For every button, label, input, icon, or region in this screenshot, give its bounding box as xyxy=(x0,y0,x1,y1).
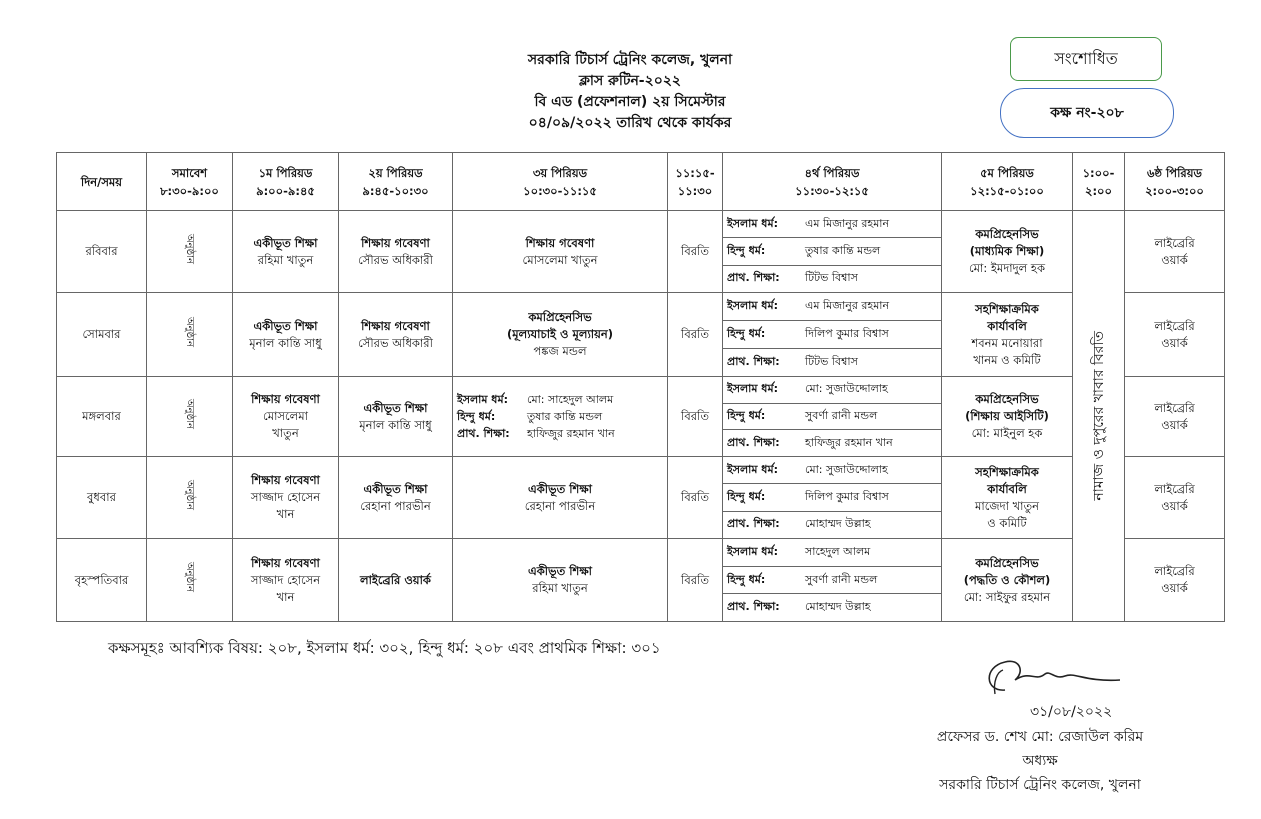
religion-line-islam xyxy=(453,391,667,408)
library-label-1: লাইব্রেরি xyxy=(1154,235,1195,250)
column-header-line1: ৩য় পিরিয়ড xyxy=(532,165,588,180)
column-header-line1: ১ম পিরিয়ড xyxy=(258,165,313,180)
library-label-1: লাইব্রেরি xyxy=(1154,400,1195,415)
religion-label: প্রাথ. শিক্ষা: xyxy=(727,517,780,531)
column-header-line2: ১১:৩০ xyxy=(677,183,713,198)
subject-title: শিক্ষায় গবেষণা xyxy=(251,555,320,570)
subject-title: একীভূত শিক্ষা xyxy=(363,481,428,496)
library-label-2: ওয়ার্ক xyxy=(1161,498,1188,513)
assembly-label: অনুষ্ঠান xyxy=(184,562,195,593)
room-badge: কক্ষ নং-২০৮ xyxy=(1000,88,1174,138)
period-cell-p3 xyxy=(453,539,668,622)
religion-row-primary xyxy=(723,512,941,538)
teacher-name: মো: ইমদাদুল হক xyxy=(968,261,1045,275)
column-header xyxy=(339,153,453,211)
column-header-line2: ১২:১৫-০১:০০ xyxy=(970,183,1044,198)
period-cell-p4 xyxy=(723,377,942,457)
column-header-line1: সমাবেশ xyxy=(171,165,208,180)
teacher-name: মৃনাল কান্তি সাধু xyxy=(359,417,432,432)
column-header-line2: ৮:৩০-৯:০০ xyxy=(160,183,219,198)
religion-row-hindu xyxy=(723,404,941,431)
period-cell-p5 xyxy=(942,457,1073,539)
teacher-name: মো: মাইনুল হক xyxy=(971,426,1043,440)
subject-subtitle: (শিক্ষায় আইসিটি) xyxy=(965,409,1049,423)
column-header-line2: ২:০০-৩:০০ xyxy=(1145,183,1204,198)
period-cell-p4 xyxy=(723,211,942,293)
room-note: কক্ষসমূহঃ আবশ্যিক বিষয়: ২০৮, ইসলাম ধর্ম: ৩০২, হিন্দু ধর্ম: ২০৮ এবং প্রাথমিক শিক্ষা: ৩০১ xyxy=(108,639,661,657)
table-row xyxy=(57,377,1225,457)
column-header xyxy=(1125,153,1225,211)
header-row xyxy=(57,153,1225,211)
religion-row-islam xyxy=(723,293,941,321)
religion-label: ইসলাম ধর্ম: xyxy=(727,544,778,558)
teacher-name-cont: খাতুন xyxy=(272,426,299,440)
teacher-name: সৌরভ অধিকারী xyxy=(358,335,433,350)
subject-title: শিক্ষায় গবেষণা xyxy=(361,235,430,250)
religion-teacher: মোহাম্মদ উল্লাহ xyxy=(805,600,871,614)
religion-label: হিন্দু ধর্ম: xyxy=(457,410,496,423)
teacher-name: সৌরভ অধিকারী xyxy=(358,252,433,267)
religion-teacher: সাহেদুল আলম xyxy=(805,544,871,558)
period-cell-p3 xyxy=(453,457,668,539)
religion-row-hindu xyxy=(723,238,941,265)
religion-label: ইসলাম ধর্ম: xyxy=(727,299,778,312)
religion-subtable xyxy=(723,211,941,292)
effective-date: ০৪/০৯/২০২২ তারিখ থেকে কার্যকর xyxy=(528,115,732,131)
religion-teacher: হাফিজুর রহমান খান xyxy=(527,427,615,440)
assembly-cell xyxy=(147,457,233,539)
religion-label: প্রাথ. শিক্ষা: xyxy=(727,355,780,368)
break-label: বিরতি xyxy=(681,327,709,341)
library-cell xyxy=(1125,457,1225,539)
column-header-line1: ৬ষ্ঠ পিরিয়ড xyxy=(1147,165,1202,180)
subject-subtitle: (পদ্ধতি ও কৌশল) xyxy=(963,572,1051,587)
program-semester: বি এড (প্রফেশনাল) ২য় সিমেস্টার xyxy=(534,94,726,110)
library-label-2: ওয়ার্ক xyxy=(1161,252,1188,267)
teacher-name: রেহানা পারভীন xyxy=(524,498,596,513)
religion-row-islam xyxy=(723,377,941,404)
religion-row-primary xyxy=(723,594,941,621)
table-row xyxy=(57,457,1225,539)
revised-badge: সংশোধিত xyxy=(1010,37,1162,81)
subject-title: শিক্ষায় গবেষণা xyxy=(251,392,320,406)
assembly-label: অনুষ্ঠান xyxy=(184,398,195,429)
period-cell-p5 xyxy=(942,377,1073,457)
subject-subtitle: (মূল্যযাচাই ও মূল্যায়ন) xyxy=(506,327,614,341)
subject-title: সহশিক্ষাক্রমিক xyxy=(975,301,1039,316)
religion-row-islam xyxy=(723,539,941,567)
signature-image xyxy=(975,652,1125,702)
period-cell-p1 xyxy=(233,457,339,539)
library-label-1: লাইব্রেরি xyxy=(1154,481,1195,496)
teacher-name: শবনম মনোয়ারা xyxy=(971,335,1043,350)
teacher-name: সাজ্জাদ হোসেন xyxy=(250,490,321,504)
religion-teacher: হাফিজুর রহমান খান xyxy=(805,435,893,449)
library-label-2: ওয়ার্ক xyxy=(1161,581,1188,595)
religion-teacher: দিলিপ কুমার বিশ্বাস xyxy=(805,327,889,340)
religion-row-islam xyxy=(723,457,941,484)
period-cell-p5 xyxy=(942,211,1073,293)
religion-label: ইসলাম ধর্ম: xyxy=(457,393,508,406)
library-cell xyxy=(1125,377,1225,457)
column-header-line2: ৯:৪৫-১০:৩০ xyxy=(362,183,429,198)
subject-title: কমপ্রিহেনসিভ xyxy=(528,310,592,324)
day-cell xyxy=(57,211,147,293)
subject-title: একীভূত শিক্ষা xyxy=(527,564,593,578)
teacher-name: মাজেদা খাতুন xyxy=(974,498,1040,513)
religion-row-hindu xyxy=(723,567,941,595)
period-cell-p1 xyxy=(233,293,339,377)
column-header-line2: ১০:৩০-১১:১৫ xyxy=(523,183,597,198)
teacher-name: রহিমা খাতুন xyxy=(532,581,588,595)
religion-row-islam xyxy=(723,211,941,238)
religion-label: প্রাথ. শিক্ষা: xyxy=(727,271,780,285)
assembly-label: অনুষ্ঠান xyxy=(184,233,195,264)
column-header xyxy=(233,153,339,211)
lunch-break-label: নামাজ ও দুপুরের খাবার বিরতি xyxy=(1090,331,1107,501)
religion-teacher: এম মিজানুর রহমান xyxy=(805,299,890,312)
day-name: বৃহস্পতিবার xyxy=(74,572,129,587)
signer-name: প্রফেসর ড. শেখ মো: রেজাউল করিম xyxy=(936,729,1144,745)
period-cell-p1 xyxy=(233,211,339,293)
routine-title: ক্লাস রুটিন-২০২২ xyxy=(578,73,682,89)
period-cell-p2 xyxy=(339,211,453,293)
religion-teacher: মো: সুজাউদ্দোলাহ xyxy=(805,462,888,476)
table-row xyxy=(57,539,1225,622)
column-header xyxy=(723,153,942,211)
college-name: সরকারি টিচার্স ট্রেনিং কলেজ, খুলনা xyxy=(527,52,733,68)
break-cell xyxy=(668,377,723,457)
subject-subtitle: কার্যাবলি xyxy=(987,318,1027,333)
religion-label: প্রাথ. শিক্ষা: xyxy=(727,600,780,614)
break-label: বিরতি xyxy=(681,409,709,423)
column-header xyxy=(942,153,1073,211)
religion-row-primary xyxy=(723,430,941,456)
teacher-name-cont: ও কমিটি xyxy=(987,515,1027,530)
religion-line-hindu xyxy=(453,408,667,425)
religion-lines xyxy=(453,391,667,442)
subject-title: শিক্ষায় গবেষণা xyxy=(251,473,320,487)
column-header xyxy=(1073,153,1125,211)
religion-teacher: মো: সুজাউদ্দোলাহ xyxy=(805,382,888,396)
signer-block xyxy=(910,725,1170,797)
day-cell xyxy=(57,457,147,539)
day-name: মঙ্গলবার xyxy=(82,409,121,423)
table-row xyxy=(57,211,1225,293)
subject-title: শিক্ষায় গবেষণা xyxy=(361,318,430,333)
break-cell xyxy=(668,293,723,377)
religion-label: হিন্দু ধর্ম: xyxy=(727,409,766,422)
religion-line-primary xyxy=(453,425,667,442)
routine-table xyxy=(56,152,1225,622)
library-cell xyxy=(1125,211,1225,293)
religion-teacher: সুবর্ণা রানী মন্ডল xyxy=(805,409,878,422)
column-header-line2: ৯:০০-৯:৪৫ xyxy=(256,183,315,198)
day-cell xyxy=(57,293,147,377)
period-cell-p4 xyxy=(723,293,942,377)
period-cell-p1 xyxy=(233,539,339,622)
library-cell xyxy=(1125,293,1225,377)
teacher-name: রহিমা খাতুন xyxy=(257,252,314,267)
religion-label: প্রাথ. শিক্ষা: xyxy=(457,427,510,440)
period-cell-p5 xyxy=(942,293,1073,377)
assembly-label: অনুষ্ঠান xyxy=(184,479,195,510)
column-header-line2: ২:০০ xyxy=(1084,183,1113,198)
teacher-name: মৃনাল কান্তি সাধু xyxy=(249,335,322,350)
subject-title: সহশিক্ষাক্রমিক xyxy=(975,464,1039,479)
signer-title: অধ্যক্ষ xyxy=(1022,753,1058,769)
religion-label: হিন্দু ধর্ম: xyxy=(727,327,766,340)
religion-row-hindu xyxy=(723,321,941,349)
table-row xyxy=(57,293,1225,377)
religion-label: হিন্দু ধর্ম: xyxy=(727,489,766,503)
library-label-1: লাইব্রেরি xyxy=(1154,318,1195,333)
religion-teacher: টিটভ বিশ্বাস xyxy=(805,355,858,368)
break-cell xyxy=(668,211,723,293)
religion-subtable xyxy=(723,377,941,456)
subject-title: কমপ্রিহেনসিভ xyxy=(975,555,1039,570)
day-name: সোমবার xyxy=(82,327,121,341)
religion-label: হিন্দু ধর্ম: xyxy=(727,572,766,586)
religion-teacher: মোহাম্মদ উল্লাহ xyxy=(805,517,871,531)
column-header-line1: ১:০০- xyxy=(1082,165,1115,180)
break-label: বিরতি xyxy=(681,572,709,587)
subject-title: একীভূত শিক্ষা xyxy=(363,400,428,415)
break-label: বিরতি xyxy=(681,490,709,504)
period-cell-p3 xyxy=(453,293,668,377)
signature-date: ৩১/০৮/২০২২ xyxy=(1030,704,1113,720)
teacher-name-cont: খান xyxy=(276,507,295,521)
column-header-line1: ৪র্থ পিরিয়ড xyxy=(804,165,860,180)
subject-title: কমপ্রিহেনসিভ xyxy=(975,227,1039,241)
column-header-line1: ৫ম পিরিয়ড xyxy=(980,165,1034,180)
assembly-cell xyxy=(147,377,233,457)
library-label-2: ওয়ার্ক xyxy=(1161,335,1188,350)
period-cell-p1 xyxy=(233,377,339,457)
religion-teacher: দিলিপ কুমার বিশ্বাস xyxy=(805,489,889,503)
religion-row-primary xyxy=(723,349,941,376)
column-header-line1: দিন/সময় xyxy=(80,174,123,189)
subject-title: একীভূত শিক্ষা xyxy=(527,481,593,496)
library-label-1: লাইব্রেরি xyxy=(1154,564,1195,578)
library-label-2: ওয়ার্ক xyxy=(1161,417,1188,432)
assembly-cell xyxy=(147,293,233,377)
religion-subtable xyxy=(723,457,941,538)
religion-label: হিন্দু ধর্ম: xyxy=(727,243,766,257)
signer-org: সরকারি টিচার্স ট্রেনিং কলেজ, খুলনা xyxy=(939,777,1141,793)
period-cell-p2 xyxy=(339,293,453,377)
break-label: বিরতি xyxy=(681,244,709,258)
break-cell xyxy=(668,457,723,539)
subject-title: একীভূত শিক্ষা xyxy=(253,235,318,250)
religion-subtable xyxy=(723,539,941,621)
period-cell-p2 xyxy=(339,377,453,457)
day-name: বুধবার xyxy=(87,490,116,504)
religion-teacher: টিটভ বিশ্বাস xyxy=(805,271,858,285)
column-header-line1: ২য় পিরিয়ড xyxy=(368,165,423,180)
subject-subtitle: (মাধ্যমিক শিক্ষা) xyxy=(969,244,1045,258)
religion-row-hindu xyxy=(723,484,941,511)
teacher-name-cont: খান xyxy=(276,589,295,604)
document-header xyxy=(380,50,880,134)
assembly-cell xyxy=(147,211,233,293)
column-header xyxy=(57,153,147,211)
column-header xyxy=(147,153,233,211)
subject-title: কমপ্রিহেনসিভ xyxy=(975,392,1039,406)
teacher-name: রেহানা পারভীন xyxy=(360,498,431,513)
column-header-line2: ১১:৩০-১২:১৫ xyxy=(795,183,869,198)
assembly-label: অনুষ্ঠান xyxy=(184,316,195,347)
period-cell-p3 xyxy=(453,377,668,457)
lunch-break-cell xyxy=(1073,211,1125,622)
subject-title: শিক্ষায় গবেষণা xyxy=(525,235,595,250)
religion-label: ইসলাম ধর্ম: xyxy=(727,216,778,230)
subject-title: একীভূত শিক্ষা xyxy=(253,318,318,333)
day-cell xyxy=(57,377,147,457)
period-cell-p2 xyxy=(339,457,453,539)
period-cell-p5 xyxy=(942,539,1073,622)
period-cell-p4 xyxy=(723,457,942,539)
library-cell xyxy=(1125,539,1225,622)
teacher-name: মোসলেমা xyxy=(263,409,308,423)
teacher-name: মোসলেমা খাতুন xyxy=(522,252,598,267)
religion-subtable xyxy=(723,293,941,376)
religion-teacher: তুষার কান্তি মন্ডল xyxy=(805,243,881,257)
subject-subtitle: কার্যাবলি xyxy=(987,481,1027,496)
column-header xyxy=(668,153,723,211)
religion-teacher: এম মিজানুর রহমান xyxy=(805,216,890,230)
day-name: রবিবার xyxy=(85,244,118,258)
teacher-name: মো: সাইফুর রহমান xyxy=(963,589,1051,604)
period-cell-p2 xyxy=(339,539,453,622)
religion-teacher: মো: সাহেদুল আলম xyxy=(527,393,614,406)
column-header xyxy=(453,153,668,211)
religion-row-primary xyxy=(723,266,941,292)
period-cell-p4 xyxy=(723,539,942,622)
religion-label: ইসলাম ধর্ম: xyxy=(727,462,778,476)
subject-title: লাইব্রেরি ওয়ার্ক xyxy=(360,572,431,587)
teacher-name-cont: খানম ও কমিটি xyxy=(973,352,1041,367)
teacher-name: সাজ্জাদ হোসেন xyxy=(250,572,321,587)
religion-label: প্রাথ. শিক্ষা: xyxy=(727,435,780,449)
period-cell-p3 xyxy=(453,211,668,293)
religion-teacher: সুবর্ণা রানী মন্ডল xyxy=(805,572,878,586)
day-cell xyxy=(57,539,147,622)
teacher-name: পঙ্কজ মন্ডল xyxy=(533,344,587,358)
break-cell xyxy=(668,539,723,622)
assembly-cell xyxy=(147,539,233,622)
column-header-line1: ১১:১৫- xyxy=(675,165,715,180)
religion-label: ইসলাম ধর্ম: xyxy=(727,382,778,396)
religion-teacher: তুষার কান্তি মন্ডল xyxy=(527,410,603,423)
